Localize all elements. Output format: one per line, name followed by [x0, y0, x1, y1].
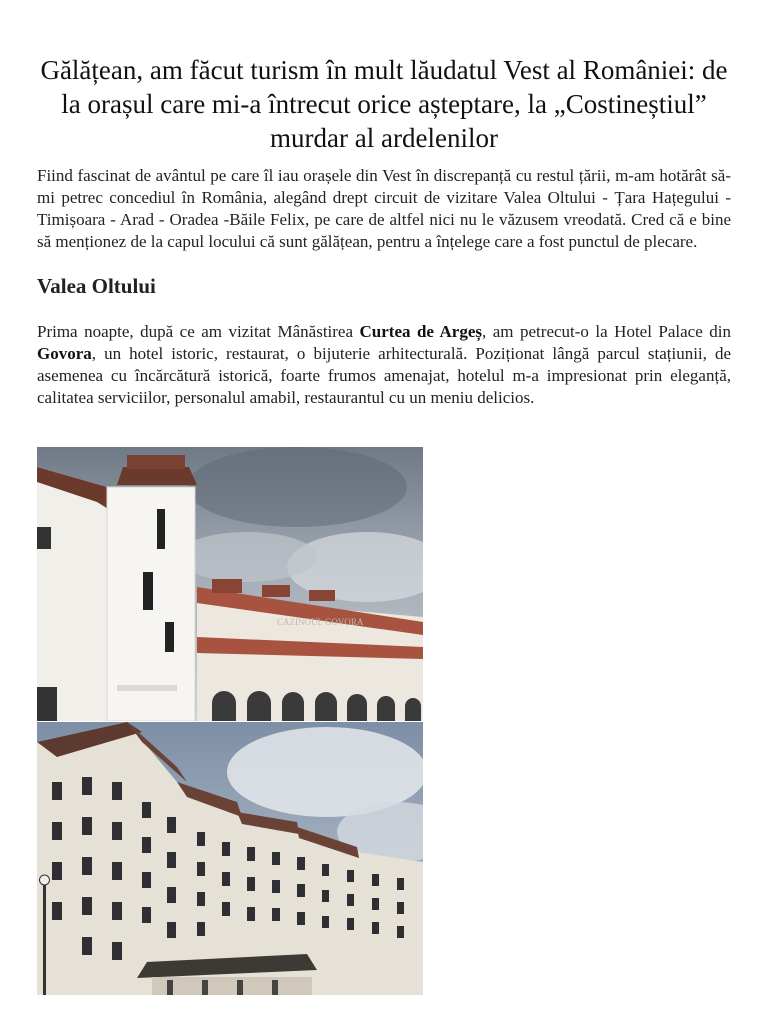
para-text-3: , un hotel istoric, restaurat, o bijuterie arhitecturală. Poziționat lângă parcul stațiunii, de asemenea cu încărcătură istorică, foarte frumos amenajat, hotelul m-a impresionat prin eleganță, calitatea serviciilor, personalul amabil, restaurantul cu un meniu delicios. [37, 344, 731, 407]
place-name-curtea: Curtea de Argeș [359, 322, 483, 341]
para-text-1: Prima noapte, după ce am vizitat Mânăstirea [37, 322, 360, 341]
hotel-photo-palace [37, 722, 423, 995]
article-title: Gălățean, am făcut turism în mult lăudatul Vest al României: de la orașul care mi-a întrecut orice așteptare, la „Costineștiul” murdar al ardelenilor [40, 55, 728, 153]
intro-paragraph: Fiind fascinat de avântul pe care îl iau orașele din Vest în discrepanță cu restul țării, m-am hotărât să-mi petrec concediul în România, alegând drept circuit de vizitare Valea Oltului - Țara Hațegului - Timișoara - Arad - Oradea -Băile Felix, pe care de altfel nici nu le văzusem vreodată. Cred că e bine să menționez de la capul locului că sunt gălățean, pentru a înțelege care a fost punctul de plecare. [37, 166, 731, 251]
body-paragraph [37, 321, 731, 409]
place-name-govora: Govora [37, 344, 92, 363]
casino-sign: CAZINOUL GOVORA [277, 617, 364, 627]
section-heading: Valea Oltului [37, 274, 156, 298]
para-text-2: , am petrecut-o la Hotel Palace din [482, 322, 731, 341]
hotel-photo-casino [37, 447, 423, 721]
